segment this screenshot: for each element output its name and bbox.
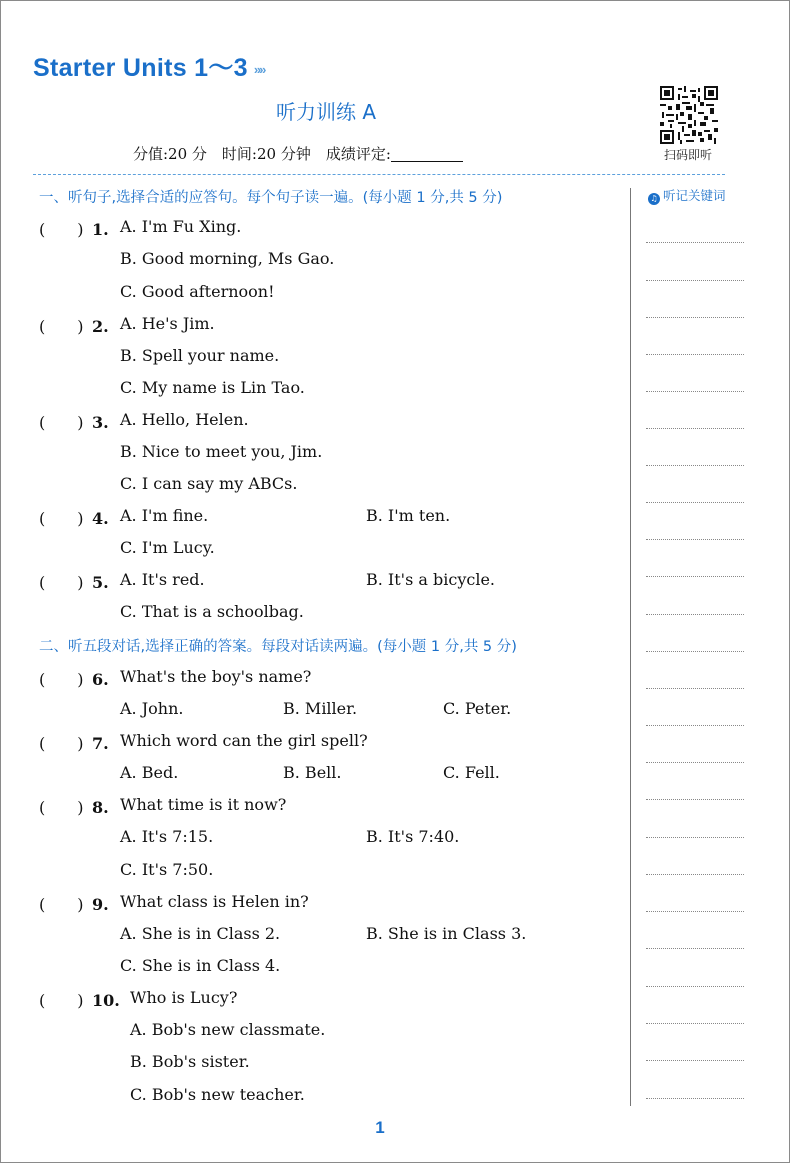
headphones-icon: ♫ <box>648 193 660 205</box>
question-row <box>39 314 109 337</box>
note-line[interactable] <box>646 725 744 726</box>
option-b: B. Miller. <box>283 699 358 718</box>
option-a: A. She is in Class 2. <box>120 924 281 943</box>
question-row <box>39 731 109 754</box>
option-c: C. Fell. <box>443 763 500 782</box>
note-line[interactable] <box>646 280 744 281</box>
note-line[interactable] <box>646 986 744 987</box>
note-line[interactable] <box>646 1060 744 1061</box>
note-line[interactable] <box>646 539 744 540</box>
option-b: B. I'm ten. <box>366 506 451 525</box>
question-number: 3. <box>92 413 109 432</box>
question-row <box>39 892 109 915</box>
sheet-title: 听力训练 A <box>275 100 377 124</box>
option-b: B. Bob's sister. <box>130 1052 250 1071</box>
question-row <box>39 667 109 690</box>
note-line[interactable] <box>646 948 744 949</box>
note-line[interactable] <box>646 317 744 318</box>
question-row <box>39 410 109 433</box>
question-stem: What's the boy's name? <box>120 667 312 686</box>
answer-blank[interactable]: ( ) <box>39 220 84 239</box>
note-line[interactable] <box>646 799 744 800</box>
note-line[interactable] <box>646 242 744 243</box>
option-a: A. It's 7:15. <box>120 827 214 846</box>
question-number: 2. <box>92 317 109 336</box>
note-line[interactable] <box>646 1023 744 1024</box>
option-b: B. Bell. <box>283 763 342 782</box>
qr-code-icon[interactable] <box>660 86 718 144</box>
note-line[interactable] <box>646 651 744 652</box>
note-line[interactable] <box>646 911 744 912</box>
option-a: A. I'm Fu Xing. <box>120 217 242 236</box>
option-a: A. Hello, Helen. <box>120 410 249 429</box>
answer-blank[interactable]: ( ) <box>39 413 84 432</box>
question-number: 7. <box>92 734 109 753</box>
option-b: B. Good morning, Ms Gao. <box>120 249 335 268</box>
answer-blank[interactable]: ( ) <box>39 798 84 817</box>
question-number: 5. <box>92 573 109 592</box>
option-a: A. I'm fine. <box>120 506 209 525</box>
option-a: A. He's Jim. <box>120 314 215 333</box>
note-line[interactable] <box>646 391 744 392</box>
option-c: C. She is in Class 4. <box>120 956 281 975</box>
note-line[interactable] <box>646 614 744 615</box>
note-line[interactable] <box>646 502 744 503</box>
question-row <box>39 506 109 529</box>
option-c: C. My name is Lin Tao. <box>120 378 305 397</box>
option-c: C. I can say my ABCs. <box>120 474 298 493</box>
option-a: A. John. <box>120 699 184 718</box>
question-number: 6. <box>92 670 109 689</box>
note-line[interactable] <box>646 688 744 689</box>
question-stem: Who is Lucy? <box>130 988 238 1007</box>
note-line[interactable] <box>646 1098 744 1099</box>
question-row <box>39 795 109 818</box>
answer-blank[interactable]: ( ) <box>39 317 84 336</box>
option-b: B. Nice to meet you, Jim. <box>120 442 323 461</box>
option-b: B. It's 7:40. <box>366 827 460 846</box>
option-c: C. Good afternoon! <box>120 282 275 301</box>
question-stem: Which word can the girl spell? <box>120 731 368 750</box>
qr-caption: 扫码即听 <box>663 148 712 162</box>
answer-blank[interactable]: ( ) <box>39 991 84 1010</box>
note-line[interactable] <box>646 874 744 875</box>
question-stem: What class is Helen in? <box>120 892 309 911</box>
question-number: 9. <box>92 895 109 914</box>
note-line[interactable] <box>646 465 744 466</box>
option-a: A. Bob's new classmate. <box>130 1020 326 1039</box>
answer-blank[interactable]: ( ) <box>39 573 84 592</box>
keyword-header: ♫ 听记关键词 <box>648 186 726 205</box>
notes-divider <box>630 188 631 1106</box>
note-line[interactable] <box>646 837 744 838</box>
answer-blank[interactable]: ( ) <box>39 670 84 689</box>
option-b: B. Spell your name. <box>120 346 280 365</box>
note-line[interactable] <box>646 762 744 763</box>
note-line[interactable] <box>646 354 744 355</box>
question-number: 8. <box>92 798 109 817</box>
score-line: 分值:20 分 时间:20 分钟 成绩评定: <box>133 143 463 164</box>
section-title-1: 一、听句子,选择合适的应答句。每个句子读一遍。(每小题 1 分,共 5 分) <box>39 190 503 206</box>
question-number: 10. <box>92 991 120 1010</box>
question-number: 1. <box>92 220 109 239</box>
option-b: B. It's a bicycle. <box>366 570 495 589</box>
option-b: B. She is in Class 3. <box>366 924 527 943</box>
note-line[interactable] <box>646 576 744 577</box>
page-number: 1 <box>375 1118 385 1137</box>
answer-blank[interactable]: ( ) <box>39 509 84 528</box>
answer-blank[interactable]: ( ) <box>39 734 84 753</box>
grade-blank[interactable] <box>391 146 463 162</box>
answer-blank[interactable]: ( ) <box>39 895 84 914</box>
option-c: C. That is a schoolbag. <box>120 602 304 621</box>
question-number: 4. <box>92 509 109 528</box>
option-a: A. Bed. <box>120 763 179 782</box>
option-a: A. It's red. <box>120 570 205 589</box>
option-c: C. I'm Lucy. <box>120 538 215 557</box>
option-c: C. Peter. <box>443 699 512 718</box>
question-stem: What time is it now? <box>120 795 287 814</box>
note-line[interactable] <box>646 428 744 429</box>
option-c: C. It's 7:50. <box>120 860 214 879</box>
question-row <box>39 988 120 1011</box>
question-row <box>39 570 109 593</box>
section-title-2: 二、听五段对话,选择正确的答案。每段对话读两遍。(每小题 1 分,共 5 分) <box>39 639 517 655</box>
header-divider <box>33 174 725 175</box>
question-row <box>39 217 109 240</box>
option-c: C. Bob's new teacher. <box>130 1085 305 1104</box>
chevron-icon: »» <box>253 62 265 77</box>
unit-title: Starter Units 1～3 »» <box>33 54 265 82</box>
